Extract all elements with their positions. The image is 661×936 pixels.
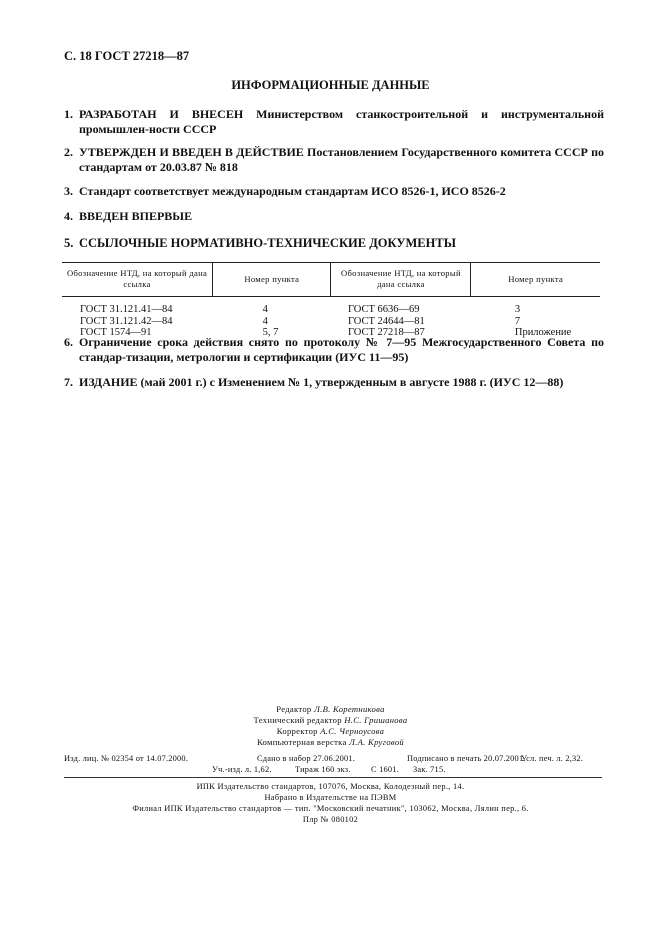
list-item-3 — [64, 184, 604, 199]
references-table — [62, 262, 600, 339]
column-header-designation-1: Обозначение НТД, на который дана ссылка — [62, 263, 213, 297]
column-header-clause-1: Номер пункта — [213, 263, 331, 297]
staff-line-editor — [0, 704, 661, 715]
list-item-1 — [64, 107, 604, 137]
item-text: УТВЕРЖДЕН И ВВЕДЕН В ДЕЙСТВИЕ Постановлением Государственного комитета СССР по стандартам от 20.03.87 № 818 — [79, 145, 604, 174]
staff-role: Редактор — [276, 704, 312, 714]
staff-role: Технический редактор — [253, 715, 342, 725]
item-number: 1. — [64, 107, 73, 121]
staff-name: Н.С. Гришанова — [344, 715, 408, 725]
cell-doc-2: ГОСТ 27218—87 — [347, 327, 425, 338]
cell-clause-2: 7 — [514, 315, 521, 327]
publisher-line-2: Набрано в Издательстве на ПЭВМ — [264, 793, 397, 802]
item-text: ССЫЛОЧНЫЕ НОРМАТИВНО-ТЕХНИЧЕСКИЕ ДОКУМЕНТЫ — [79, 236, 456, 250]
imprint-c-number: С 1601. — [371, 765, 399, 774]
cell-clause-1: 4 — [262, 315, 268, 327]
section-title: ИНФОРМАЦИОННЫЕ ДАННЫЕ — [231, 78, 430, 92]
cell-clause-2: 3 — [514, 304, 521, 315]
table-row — [62, 297, 600, 316]
staff-name: Л.А. Круговой — [349, 737, 405, 747]
list-item-6 — [64, 335, 604, 365]
cell-doc-1: ГОСТ 1574—91 — [80, 327, 152, 338]
item-text: Ограничение срока действия снято по протоколу № 7—95 Межгосударственного Совета по стандар-тизации, метрологии и сертификации (ИУС 11—95) — [79, 335, 604, 364]
cell-doc-1: ГОСТ 31.121.42—84 — [80, 315, 173, 327]
table-header-row — [62, 263, 600, 297]
imprint-sent-to-set: Сдано в набор 27.06.2001. — [257, 754, 356, 763]
list-item-7 — [64, 375, 604, 390]
item-text: РАЗРАБОТАН И ВНЕСЕН Министерством станкостроительной и инструментальной промышлен-ности СССР — [79, 107, 604, 136]
list-item-2 — [64, 145, 604, 175]
list-item-5 — [64, 236, 604, 251]
staff-name: Л.В. Коретникова — [314, 704, 385, 714]
cell-doc-2: ГОСТ 24644—81 — [347, 315, 425, 327]
cell-clause-2: Приложение — [514, 327, 572, 338]
imprint-signed-to-print: Подписано в печать 20.07.2001. — [407, 754, 526, 763]
item-text: Стандарт соответствует международным стандартам ИСО 8526-1, ИСО 8526-2 — [79, 184, 506, 198]
publisher-line-4: Плр № 080102 — [302, 815, 359, 824]
staff-line-tech-editor — [0, 715, 661, 726]
cell-clause-1: 5, 7 — [262, 327, 279, 338]
cell-clause-1: 4 — [262, 304, 268, 315]
item-number: 2. — [64, 145, 73, 159]
imprint-print-sheets: Усл. печ. л. 2,32. — [521, 754, 584, 763]
item-number: 5. — [64, 236, 74, 250]
staff-line-layout — [0, 737, 661, 748]
publisher-line-1: ИПК Издательство стандартов, 107076, Москва, Колодезный пер., 14. — [196, 782, 465, 791]
staff-role: Корректор — [276, 726, 318, 736]
staff-line-corrector — [0, 726, 661, 737]
item-number: 4. — [64, 209, 73, 223]
imprint-order: Зак. 715. — [413, 765, 446, 774]
staff-role: Компьютерная верстка — [256, 737, 347, 747]
cell-doc-1: ГОСТ 31.121.41—84 — [80, 304, 173, 315]
item-number: 6. — [64, 335, 73, 349]
staff-name: А.С. Черноусова — [320, 726, 385, 736]
item-number: 3. — [64, 184, 73, 198]
divider — [64, 777, 602, 778]
cell-doc-2: ГОСТ 6636—69 — [347, 304, 420, 315]
imprint-print-run: Тираж 160 экз. — [295, 765, 351, 774]
column-header-designation-2: Обозначение НТД, на который дана ссылка — [331, 263, 471, 297]
item-text: ИЗДАНИЕ (май 2001 г.) с Изменением № 1, утвержденным в августе 1988 г. (ИУС 12—88) — [79, 375, 564, 389]
item-text: ВВЕДЕН ВПЕРВЫЕ — [79, 209, 193, 223]
imprint-license: Изд. лиц. № 02354 от 14.07.2000. — [64, 754, 189, 763]
table-row — [62, 316, 600, 328]
list-item-4 — [64, 209, 604, 224]
page-header: С. 18 ГОСТ 27218—87 — [64, 49, 190, 63]
item-number: 7. — [64, 375, 73, 389]
imprint-edition-sheets: Уч.-изд. л. 1,62. — [212, 765, 272, 774]
publisher-line-3: Филиал ИПК Издательство стандартов — тип. "Московский печатник", 103062, Москва, Лялин пер., 6. — [132, 804, 529, 813]
column-header-clause-2: Номер пункта — [471, 263, 600, 297]
